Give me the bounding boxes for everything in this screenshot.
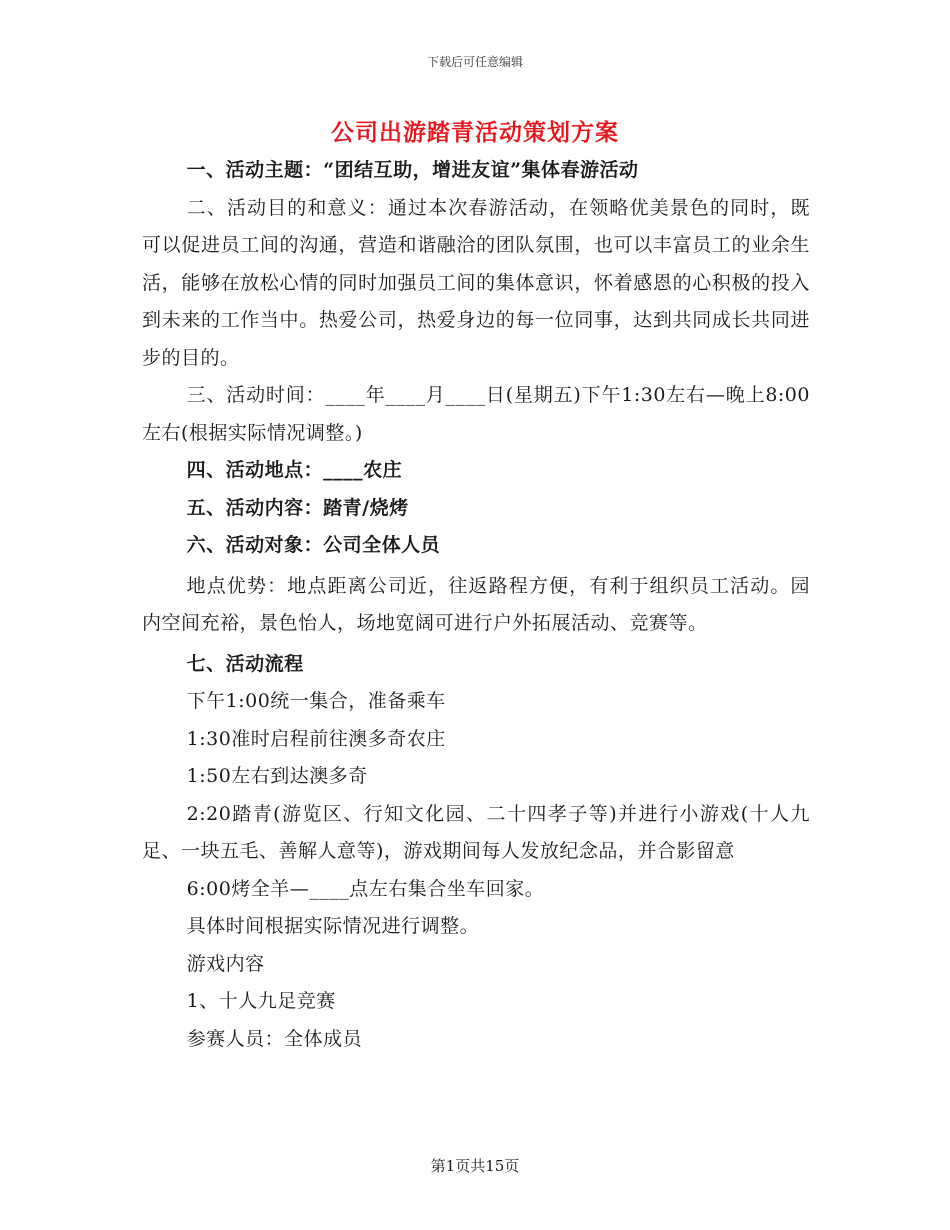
section-time: 三、活动时间：____年____月____日(星期五)下午1:30左右—晚上8:00左右(根据实际情况调整。) xyxy=(142,384,810,444)
game-participants: 参赛人员：全体成员 xyxy=(186,1027,363,1050)
section-content: 五、活动内容：踏青/烧烤 xyxy=(186,496,409,519)
schedule-item: 下午1:00统一集合，准备乘车 xyxy=(186,690,446,712)
document-title: 公司出游踏青活动策划方案 xyxy=(331,119,619,146)
section-theme: 一、活动主题：“团结互助，增进友谊”集体春游活动 xyxy=(186,159,639,181)
schedule-item: 1:30准时启程前往澳多奇农庄 xyxy=(186,727,446,750)
schedule-item: 2:20踏青(游览区、行知文化园、二十四孝子等)并进行小游戏(十人九足、一块五毛、善解人意等)，游戏期间每人发放纪念品，并合影留意 xyxy=(142,802,810,862)
schedule-item: 6:00烤全羊—____点左右集合坐车回家。 xyxy=(186,877,545,900)
location-advantage: 地点优势：地点距离公司近，往返路程方便，有利于组织员工活动。园内空间充裕，景色怡人，场地宽阔可进行户外拓展活动、竞赛等。 xyxy=(142,574,810,634)
section-location: 四、活动地点：____农庄 xyxy=(186,459,403,481)
section-purpose: 二、活动目的和意义：通过本次春游活动，在领略优美景色的同时，既可以促进员工间的沟通，营造和谐融洽的团队氛围，也可以丰富员工的业余生活，能够在放松心情的同时加强员工间的集体意识，怀着感恩的心积极的投入到未来的工作当中。热爱公司，热爱身边的每一位同事，达到共同成长共同进步的目的。 xyxy=(142,196,810,369)
schedule-note: 具体时间根据实际情况进行调整。 xyxy=(186,915,480,937)
section-audience: 六、活动对象：公司全体人员 xyxy=(186,534,441,556)
games-heading: 游戏内容 xyxy=(186,952,265,975)
page-number: 第1页共15页 xyxy=(430,1157,520,1175)
header-note: 下载后可任意编辑 xyxy=(426,55,523,69)
game-item: 1、十人九足竞赛 xyxy=(186,990,336,1012)
document-body xyxy=(142,152,810,1058)
schedule-item: 1:50左右到达澳多奇 xyxy=(186,765,368,787)
section-schedule: 七、活动流程 xyxy=(186,652,304,675)
